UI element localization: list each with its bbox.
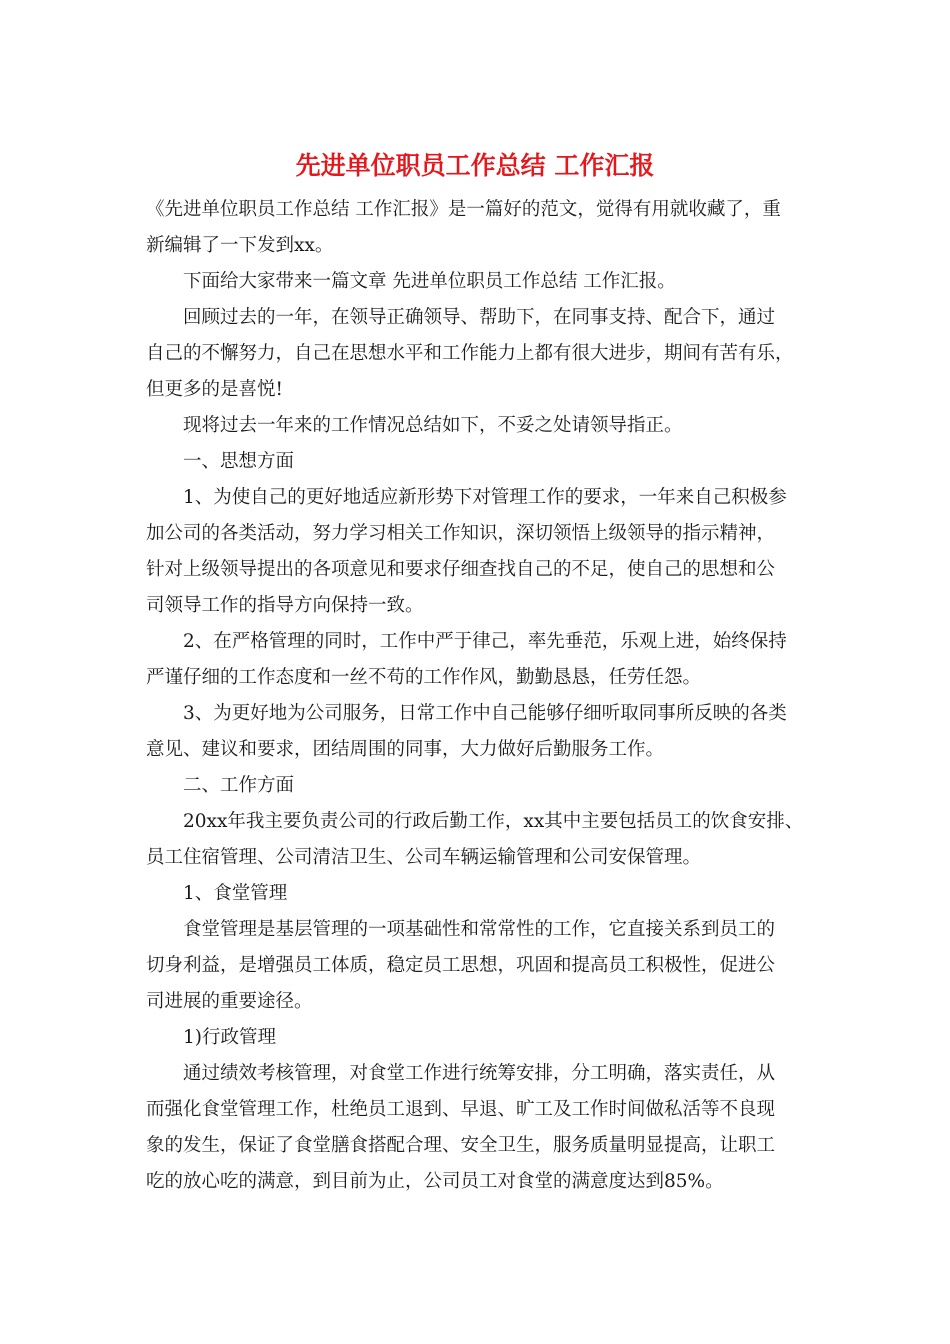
text-line: 3、为更好地为公司服务，日常工作中自己能够仔细听取同事所反映的各类 [183, 703, 787, 724]
text-line: 现将过去一年来的工作情况总结如下，不妥之处请领导指正。 [183, 415, 683, 436]
subsection-heading: 1)行政管理 [183, 1027, 276, 1048]
text-line: 1、为使自己的更好地适应新形势下对管理工作的要求，一年来自己积极参 [183, 487, 787, 508]
text-line: 20xx年我主要负责公司的行政后勤工作，xx其中主要包括员工的饮食安排、 [183, 811, 804, 832]
text-line: 象的发生，保证了食堂膳食搭配合理、安全卫生，服务质量明显提高，让职工 [146, 1135, 776, 1156]
text-line: 食堂管理是基层管理的一项基础性和常常性的工作，它直接关系到员工的 [183, 919, 776, 940]
subsection-heading: 1、食堂管理 [183, 883, 288, 904]
text-line: 《先进单位职员工作总结 工作汇报》是一篇好的范文，觉得有用就收藏了，重 [146, 199, 781, 220]
text-line: 而强化食堂管理工作，杜绝员工退到、早退、旷工及工作时间做私活等不良现 [146, 1099, 776, 1120]
text-line: 加公司的各类活动，努力学习相关工作知识，深切领悟上级领导的指示精神， [146, 523, 776, 544]
document-title: 先进单位职员工作总结 工作汇报 [295, 151, 655, 180]
text-line: 意见、建议和要求，团结周围的同事，大力做好后勤服务工作。 [146, 739, 665, 760]
text-line: 自己的不懈努力，自己在思想水平和工作能力上都有很大进步，期间有苦有乐， [146, 343, 794, 364]
text-line: 但更多的是喜悦! [146, 379, 283, 400]
text-line: 吃的放心吃的满意，到目前为止，公司员工对食堂的满意度达到85%。 [146, 1171, 724, 1192]
text-line: 新编辑了一下发到xx。 [146, 235, 334, 256]
text-line: 司领导工作的指导方向保持一致。 [146, 595, 424, 616]
section-heading: 一、思想方面 [183, 451, 295, 472]
text-line: 2、在严格管理的同时，工作中严于律己，率先垂范，乐观上进，始终保持 [183, 631, 787, 652]
text-line: 通过绩效考核管理，对食堂工作进行统筹安排，分工明确，落实责任，从 [183, 1063, 776, 1084]
text-line: 员工住宿管理、公司清洁卫生、公司车辆运输管理和公司安保管理。 [146, 847, 702, 868]
text-line: 严谨仔细的工作态度和一丝不苟的工作作风，勤勤恳恳，任劳任怨。 [146, 667, 702, 688]
text-line: 针对上级领导提出的各项意见和要求仔细查找自己的不足，使自己的思想和公 [146, 559, 776, 580]
section-heading: 二、工作方面 [183, 775, 295, 796]
text-line: 下面给大家带来一篇文章 先进单位职员工作总结 工作汇报。 [183, 271, 676, 292]
text-line: 切身利益，是增强员工体质，稳定员工思想，巩固和提高员工积极性，促进公 [146, 955, 776, 976]
text-line: 回顾过去的一年，在领导正确领导、帮助下，在同事支持、配合下，通过 [183, 307, 776, 328]
text-line: 司进展的重要途径。 [146, 991, 313, 1012]
